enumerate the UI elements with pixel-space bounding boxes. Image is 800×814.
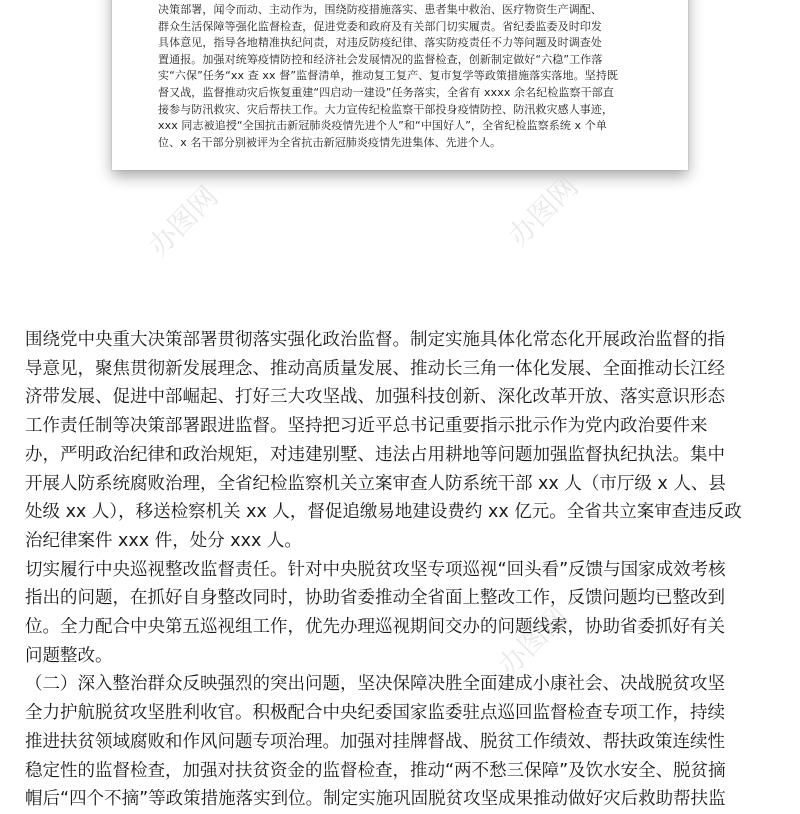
card-line: 群众生活保障等强化监督检查，促进党委和政府及有关部门切实履责。省纪委监委及时印发 — [158, 19, 602, 33]
document-image-card — [112, 0, 688, 170]
paragraph-line: 导意见，聚焦贯彻新发展理念、推动高质量发展、推动长三角一体化发展、全面推动长江经 — [25, 358, 725, 379]
paragraph-line: 开展人防系统腐败治理，全省纪检监察机关立案审查人防系统干部 xx 人（市厅级 x 人、县 — [25, 473, 726, 494]
paragraph-line: 全力护航脱贫攻坚胜利收官。积极配合中央纪委国家监委驻点巡回监督检查专项工作，持续 — [25, 703, 725, 724]
watermark: 办图网 — [141, 179, 225, 263]
paragraph-line: 切实履行中央巡视整改监督责任。针对中央脱贫攻坚专项巡视“回头看”反馈与国家成效考核 — [25, 559, 726, 580]
paragraph-line: 治纪律案件 xxx 件，处分 xxx 人。 — [25, 530, 302, 551]
paragraph-line: 推进扶贫领域腐败和作风问题专项治理。加强对挂牌督战、脱贫工作绩效、帮扶政策连续性 — [25, 731, 725, 752]
paragraph-line: 处级 xx 人），移送检察机关 xx 人，督促追缴易地建设费约 xx 亿元。全省共立案审查违反政 — [25, 502, 742, 523]
document-body — [0, 326, 800, 814]
paragraph-line: 稳定性的监督检查，加强对扶贫资金的监督检查，推动“两不愁三保障”及饮水安全、脱贫摘 — [25, 760, 726, 781]
watermark: 办图网 — [491, 599, 575, 683]
card-text-block — [158, 2, 658, 151]
card-line: 位、x 名干部分别被评为全省抗击新冠肺炎疫情先进集体、先进个人。 — [158, 135, 502, 149]
paragraph-line: 指出的问题，在抓好自身整改同时，协助省委推动全省面上整改工作，反馈问题均已整改到 — [25, 588, 725, 609]
paragraph-line: 帽后“四个不摘”等政策措施落实到位。制定实施巩固脱贫攻坚成果推动做好灾后救助帮扶监 — [25, 789, 726, 810]
card-line: 置通报。加强对统筹疫情防控和经济社会发展情况的监督检查，创新制定做好“六稳”工作落 — [158, 52, 603, 66]
paragraph-line: 工作责任制等决策部署跟进监督。坚持把习近平总书记重要指示批示作为党内政治要件来 — [25, 416, 708, 437]
watermark: 办图网 — [501, 169, 585, 253]
paragraph-line: （二）深入整治群众反映强烈的突出问题，坚决保障决胜全面建成小康社会、决战脱贫攻坚 — [25, 674, 725, 695]
paragraph-line: 围绕党中央重大决策部署贯彻落实强化政治监督。制定实施具体化常态化开展政治监督的指 — [25, 330, 725, 350]
card-line: 接参与防汛救灾、灾后帮扶工作。大力宣传纪检监察干部投身疫情防控、防汛救灾感人事迹， — [158, 102, 614, 116]
card-line: 具体意见，指导各地精准执纪问责，对违反防疫纪律、落实防疫责任不力等问题及时调查处 — [158, 36, 602, 50]
paragraph-line: 位。全力配合中央第五巡视组工作，优先办理巡视期间交办的问题线索，协助省委抓好有关 — [25, 617, 725, 638]
paragraph-line: 办，严明政治纪律和政治规矩，对违建别墅、违法占用耕地等问题加强监督执纪执法。集中 — [25, 444, 725, 465]
card-line: 决策部署，闻令而动、主动作为，围绕防疫措施落实、患者集中救治、医疗物资生产调配、 — [158, 3, 602, 16]
paragraph-line: 济带发展、促进中部崛起、打好三大攻坚战、加强科技创新、深化改革开放、落实意识形态 — [25, 387, 725, 408]
card-line: 实“六保”任务“xx 查 xx 督”监督清单，推动复工复产、复市复学等政策措施落实落地。坚持既 — [158, 69, 619, 83]
card-line: 督又战，监督推动灾后恢复重建“四启动一建设”任务落实，全省有 xxxx 余名纪检监察干部直 — [158, 85, 614, 99]
card-line: xxx 同志被追授“全国抗击新冠肺炎疫情先进个人”和“中国好人”，全省纪检监察系统 x 个单 — [158, 119, 607, 133]
paragraph-line: 问题整改。 — [25, 645, 113, 666]
